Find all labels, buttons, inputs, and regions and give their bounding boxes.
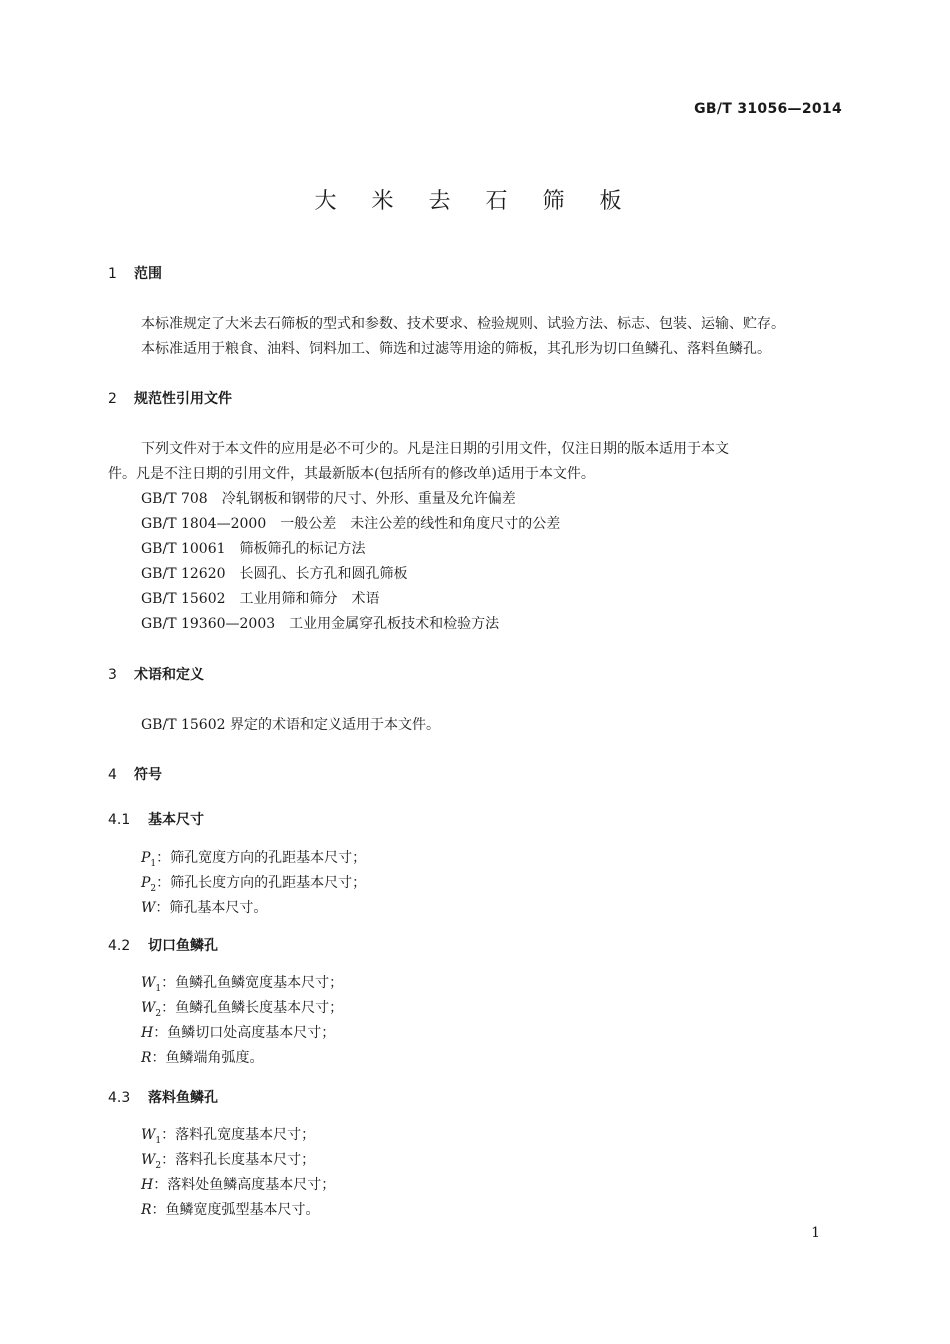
section-2-heading (108, 388, 232, 408)
standard-code: GB/T 31056—2014 (694, 101, 842, 117)
paragraph: 件。凡是不注日期的引用文件，其最新版本(包括所有的修改单)适用于本文件。 (108, 466, 595, 482)
section-number: 2 (108, 391, 117, 407)
symbol: W (141, 1127, 156, 1143)
symbol-subscript: 1 (155, 1135, 162, 1146)
subsection-4-1-heading (108, 809, 204, 829)
section-number: 1 (108, 266, 117, 282)
symbol: W (141, 900, 156, 916)
section-title: 术语和定义 (134, 667, 204, 683)
section-3-heading (108, 664, 204, 684)
paragraph: GB/T 15602 界定的术语和定义适用于本文件。 (141, 717, 440, 733)
symbol-item (141, 997, 343, 1019)
symbol-description: ：筛孔基本尺寸。 (155, 900, 268, 916)
section-1-heading (108, 263, 162, 283)
paragraph: 本标准规定了大米去石筛板的型式和参数、技术要求、检验规则、试验方法、标志、包装、运输、贮存。 (141, 316, 785, 332)
document-title: 大 米 去 石 筛 板 (314, 189, 636, 214)
symbol-description: ：鱼鳞宽度弧型基本尺寸。 (151, 1202, 320, 1218)
symbol: W (141, 975, 156, 991)
subsection-title: 基本尺寸 (148, 812, 204, 828)
symbol-subscript: 2 (155, 1160, 162, 1171)
symbol: R (141, 1202, 152, 1218)
symbol-item (141, 1199, 320, 1221)
subsection-number: 4.2 (108, 938, 131, 954)
symbol-subscript: 2 (155, 1008, 162, 1019)
symbol-description: ：鱼鳞端角弧度。 (151, 1050, 264, 1066)
symbol-item (141, 1047, 264, 1069)
symbol-subscript: 2 (150, 883, 157, 894)
symbol-description: ：鱼鳞孔鱼鳞长度基本尺寸； (161, 1000, 344, 1016)
reference-item: GB/T 19360—2003 工业用金属穿孔板技术和检验方法 (141, 616, 500, 632)
symbol: H (141, 1177, 154, 1193)
symbol: H (141, 1025, 154, 1041)
reference-item: GB/T 708 冷轧钢板和钢带的尺寸、外形、重量及允许偏差 (141, 491, 516, 507)
subsection-number: 4.1 (108, 812, 131, 828)
reference-item: GB/T 10061 筛板筛孔的标记方法 (141, 541, 366, 557)
subsection-4-2-heading (108, 935, 218, 955)
paragraph: 本标准适用于粮食、油料、饲料加工、筛选和过滤等用途的筛板，其孔形为切口鱼鳞孔、落料鱼鳞孔。 (141, 341, 771, 357)
symbol-description: ：落料孔长度基本尺寸； (161, 1152, 316, 1168)
symbol: W (141, 1152, 156, 1168)
symbol-item (141, 847, 366, 869)
symbol-description: ：落料孔宽度基本尺寸； (161, 1127, 316, 1143)
section-4-heading (108, 764, 162, 784)
symbol-description: ：鱼鳞切口处高度基本尺寸； (153, 1025, 336, 1041)
symbol-description: ：落料处鱼鳞高度基本尺寸； (153, 1177, 336, 1193)
symbol-description: ：鱼鳞孔鱼鳞宽度基本尺寸； (161, 975, 344, 991)
symbol: P (141, 850, 151, 866)
symbol-item (141, 1174, 335, 1196)
symbol-subscript: 1 (150, 858, 157, 869)
symbol-description: ：筛孔长度方向的孔距基本尺寸； (156, 875, 367, 891)
page-number: 1 (811, 1225, 820, 1241)
symbol-item (141, 872, 366, 894)
reference-item: GB/T 1804—2000 一般公差 未注公差的线性和角度尺寸的公差 (141, 516, 561, 532)
reference-item: GB/T 12620 长圆孔、长方孔和圆孔筛板 (141, 566, 408, 582)
symbol-item (141, 1124, 315, 1146)
subsection-number: 4.3 (108, 1090, 131, 1106)
symbol-item (141, 897, 267, 919)
subsection-title: 切口鱼鳞孔 (148, 938, 218, 954)
symbol-description: ：筛孔宽度方向的孔距基本尺寸； (156, 850, 367, 866)
section-title: 范围 (134, 266, 162, 282)
section-number: 4 (108, 767, 117, 783)
symbol-item (141, 1149, 315, 1171)
symbol-item (141, 1022, 335, 1044)
symbol: R (141, 1050, 152, 1066)
section-title: 符号 (134, 767, 162, 783)
section-number: 3 (108, 667, 117, 683)
section-title: 规范性引用文件 (134, 391, 232, 407)
reference-item: GB/T 15602 工业用筛和筛分 术语 (141, 591, 380, 607)
paragraph: 下列文件对于本文件的应用是必不可少的。凡是注日期的引用文件，仅注日期的版本适用于本文 (141, 441, 729, 457)
symbol-subscript: 1 (155, 983, 162, 994)
symbol: P (141, 875, 151, 891)
subsection-4-3-heading (108, 1087, 218, 1107)
symbol: W (141, 1000, 156, 1016)
subsection-title: 落料鱼鳞孔 (148, 1090, 218, 1106)
symbol-item (141, 972, 343, 994)
